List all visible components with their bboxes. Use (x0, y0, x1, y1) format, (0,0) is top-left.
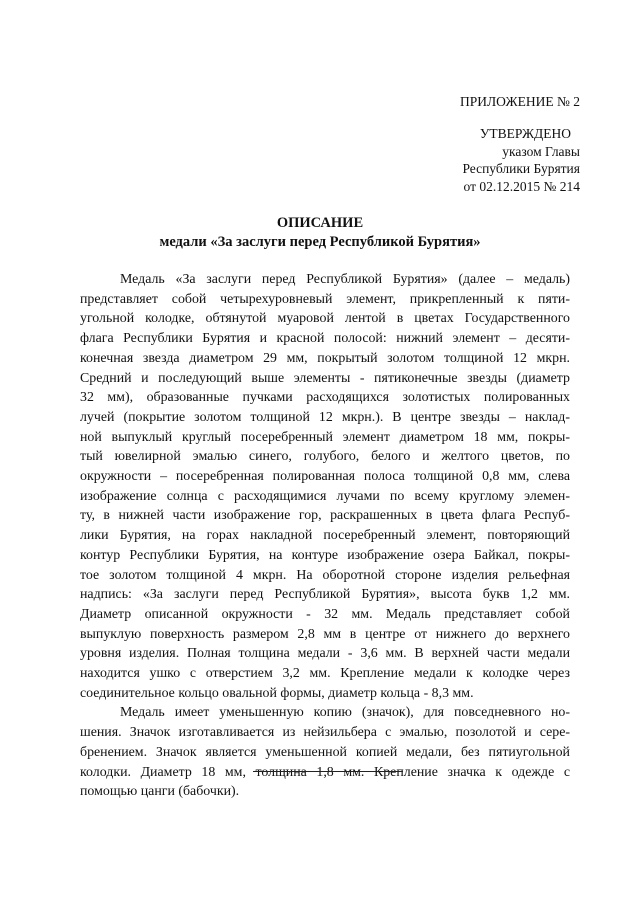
text-line: 32 мм), образованные пучками расходящихся золотистых полированных (80, 390, 570, 406)
approval-republic: Республики Бурятия (462, 161, 580, 176)
text-line: помощью цанги (бабочки). (80, 784, 240, 800)
text-line: тый ювелирной эмалью синего, голубого, белого и желтого цветов, по (80, 449, 570, 465)
approval-block (462, 125, 580, 195)
end-divider-line (253, 771, 403, 772)
title-subtitle: медали «За заслуги перед Республикой Бурятия» (159, 234, 481, 250)
text-line: выпуклую поверхность размером 2,8 мм в центре от нижнего до верхнего (80, 626, 570, 642)
document-title (0, 214, 640, 252)
text-line: Средний и последующий выше элементы - пятиконечные звезды (диаметр (80, 370, 570, 386)
text-line: Диаметр описанной окружности - 32 мм. Медаль представляет собой (80, 606, 570, 622)
text-line: лики Бурятия, на горах накладной посеребренный элемент, повторяющий (80, 528, 570, 544)
title-main: ОПИСАНИЕ (276, 215, 364, 231)
text-line: окружности – посеребренная полированная полоса толщиной 0,8 мм, слева (80, 469, 570, 485)
paragraph-2 (80, 703, 570, 802)
text-line: надпись: «За заслуги перед Республикой Бурятия», высота букв 1,2 мм. (80, 587, 570, 603)
text-line: ту, в нижней части изображение гор, раскрашенных в цвета флага Респуб- (80, 508, 570, 524)
text-line: бренением. Значок является уменьшенной копией медали, без пятиугольной (80, 744, 570, 760)
text-line: шения. Значок изготавливается из нейзильбера с эмалью, позолотой и сере- (80, 725, 570, 741)
text-line: конечная звезда диаметром 29 мм, покрытый золотом толщиной 12 мкрн. (80, 350, 570, 366)
text-line: угольной колодке, обтянутой муаровой лентой в цветах Государственного (80, 311, 570, 327)
appendix-label: ПРИЛОЖЕНИЕ № 2 (459, 94, 580, 109)
text-line: уровня изделия. Полная толщина медали - 3,6 мм. В верхней части медали (80, 646, 570, 662)
approval-issuer: указом Главы (502, 143, 580, 159)
approval-title: УТВЕРЖДЕНО (479, 126, 571, 141)
text-line: представляет собой четырехуровневый элемент, прикрепленный к пяти- (80, 291, 570, 307)
approval-date-number: от 02.12.2015 № 214 (463, 178, 580, 194)
text-line: флага Республики Бурятия и красной полосой: нижний элемент – десяти- (80, 331, 570, 347)
text-line: Медаль «За заслуги перед Республикой Бурятия» (далее – медаль) (120, 272, 570, 287)
text-line: тое золотом толщиной 4 мкрн. На оборотной стороне изделия рельефная (80, 567, 570, 583)
text-line: ной выпуклый круглый посеребренный элемент диаметром 18 мм, покры- (80, 429, 570, 445)
paragraph-1 (80, 270, 570, 703)
text-line: лучей (покрытие золотом толщиной 12 мкрн.). В центре звезды – наклад- (80, 409, 570, 425)
text-line: контур Республики Бурятия, на контуре изображение озера Байкал, покры- (80, 547, 570, 563)
text-line: Медаль имеет уменьшенную копию (значок), для повседневного но- (120, 705, 570, 721)
text-line: колодки. Диаметр 18 мм, толщина 1,8 мм. Крепление значка к одежде с (80, 764, 570, 780)
document-body (80, 270, 570, 802)
text-line: находится ушко с отверстием 3,2 мм. Крепление медали к колодке через (80, 666, 570, 682)
text-line: изображение солнца с расходящимися лучами по всему круглому элемен- (80, 488, 570, 504)
text-line: соединительное кольцо овальной формы, диаметр кольца - 8,3 мм. (80, 685, 474, 701)
